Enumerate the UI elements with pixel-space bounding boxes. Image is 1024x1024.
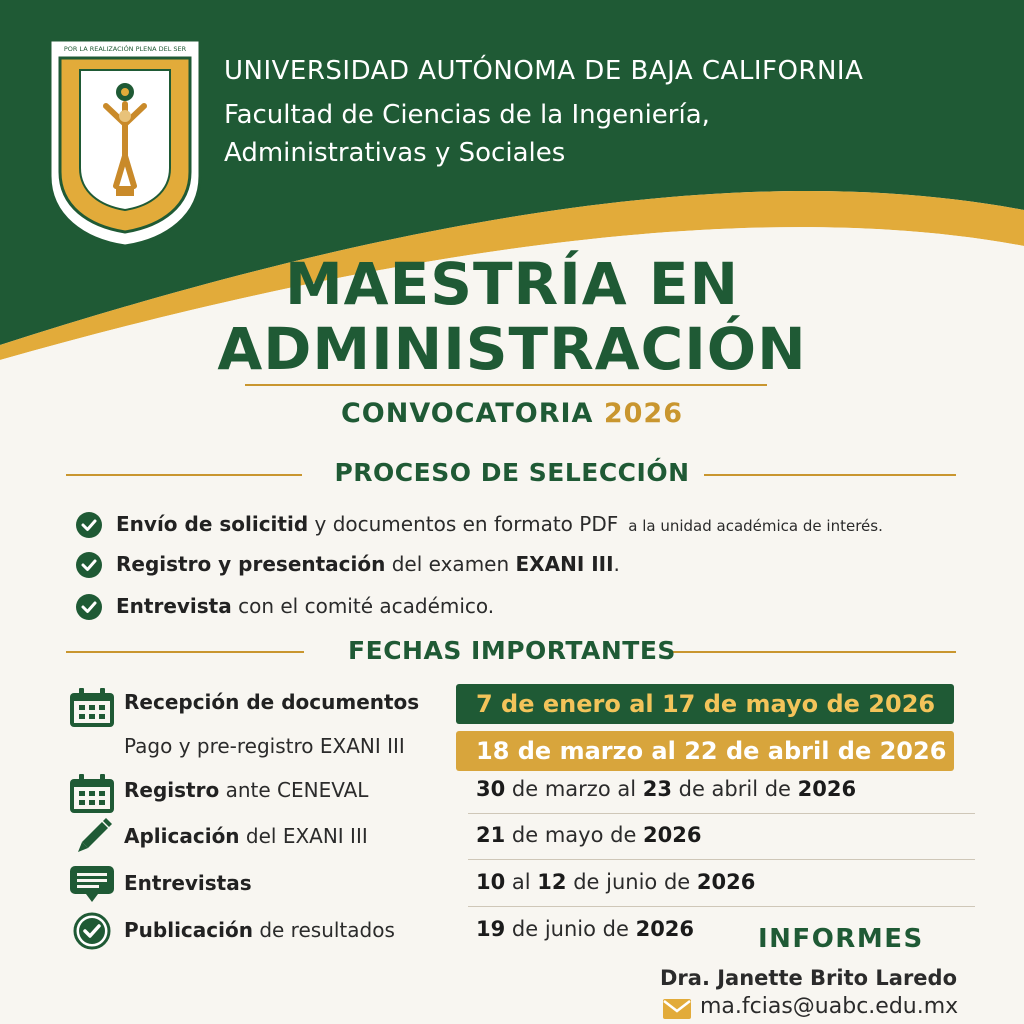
- fecha-label-pago: Pago y pre-registro EXANI III: [124, 734, 405, 758]
- step-registro: Registro y presentación del examen EXANI III.: [116, 552, 620, 576]
- fecha-aplicacion-date: 21 de mayo de 2026: [476, 823, 702, 847]
- faculty-line-1: Facultad de Ciencias de la Ingeniería,: [224, 100, 710, 130]
- fechas-title: FECHAS IMPORTANTES: [348, 636, 676, 665]
- title-divider: [245, 384, 767, 386]
- uabc-shield-logo: [46, 36, 204, 248]
- fecha-entrevistas-date: 10 al 12 de junio de 2026: [476, 870, 756, 894]
- faculty-line-2: Administrativas y Sociales: [224, 138, 566, 168]
- check-icon: [76, 552, 102, 578]
- check-icon: [76, 512, 102, 538]
- check-icon: [76, 594, 102, 620]
- fecha-recepcion-date: 7 de enero al 17 de mayo de 2026: [456, 684, 954, 724]
- informes-title: INFORMES: [758, 924, 924, 954]
- row-divider: [468, 813, 975, 814]
- fecha-label-registro: Registro ante CENEVAL: [124, 778, 369, 802]
- program-title-line-2: ADMINISTRACIÓN: [217, 315, 807, 383]
- convocatoria-heading: [0, 398, 1024, 429]
- calendar-icon: [68, 688, 116, 728]
- contact-name: Dra. Janette Brito Laredo: [660, 966, 958, 990]
- chat-icon: [68, 864, 116, 904]
- fecha-label-publicacion: Publicación de resultados: [124, 918, 395, 942]
- convocatoria-label: CONVOCATORIA: [340, 398, 594, 429]
- mail-icon: [662, 998, 692, 1020]
- fecha-label-recepcion: Recepción de documentos: [124, 690, 420, 714]
- proceso-title: PROCESO DE SELECCIÓN: [334, 458, 690, 487]
- contact-email[interactable]: ma.fcias@uabc.edu.mx: [700, 994, 959, 1019]
- check-circle-icon: [73, 912, 111, 950]
- fecha-label-aplicacion: Aplicación del EXANI III: [124, 824, 368, 848]
- fecha-registro-date: 30 de marzo al 23 de abril de 2026: [476, 777, 857, 801]
- fecha-pago-date: 18 de marzo al 22 de abril de 2026: [456, 731, 954, 771]
- pencil-icon: [74, 816, 114, 854]
- logo-motto-text: POR LA REALIZACIÓN PLENA DEL SER: [63, 45, 187, 53]
- faculty-name: [224, 96, 710, 172]
- row-divider: [468, 906, 975, 907]
- fecha-label-entrevistas: Entrevistas: [124, 871, 252, 895]
- university-name: UNIVERSIDAD AUTÓNOMA DE BAJA CALIFORNIA: [224, 56, 864, 86]
- program-title-line-1: MAESTRÍA EN: [284, 250, 740, 318]
- fecha-publicacion-date: 19 de junio de 2026: [476, 917, 695, 941]
- step-entrevista: Entrevista con el comité académico.: [116, 594, 495, 618]
- step-solicitud: Envío de solicitid y documentos en formato PDF a la unidad académica de interés.: [116, 512, 883, 536]
- calendar-icon: [68, 774, 116, 814]
- convocatoria-year: 2026: [603, 398, 684, 429]
- row-divider: [468, 859, 975, 860]
